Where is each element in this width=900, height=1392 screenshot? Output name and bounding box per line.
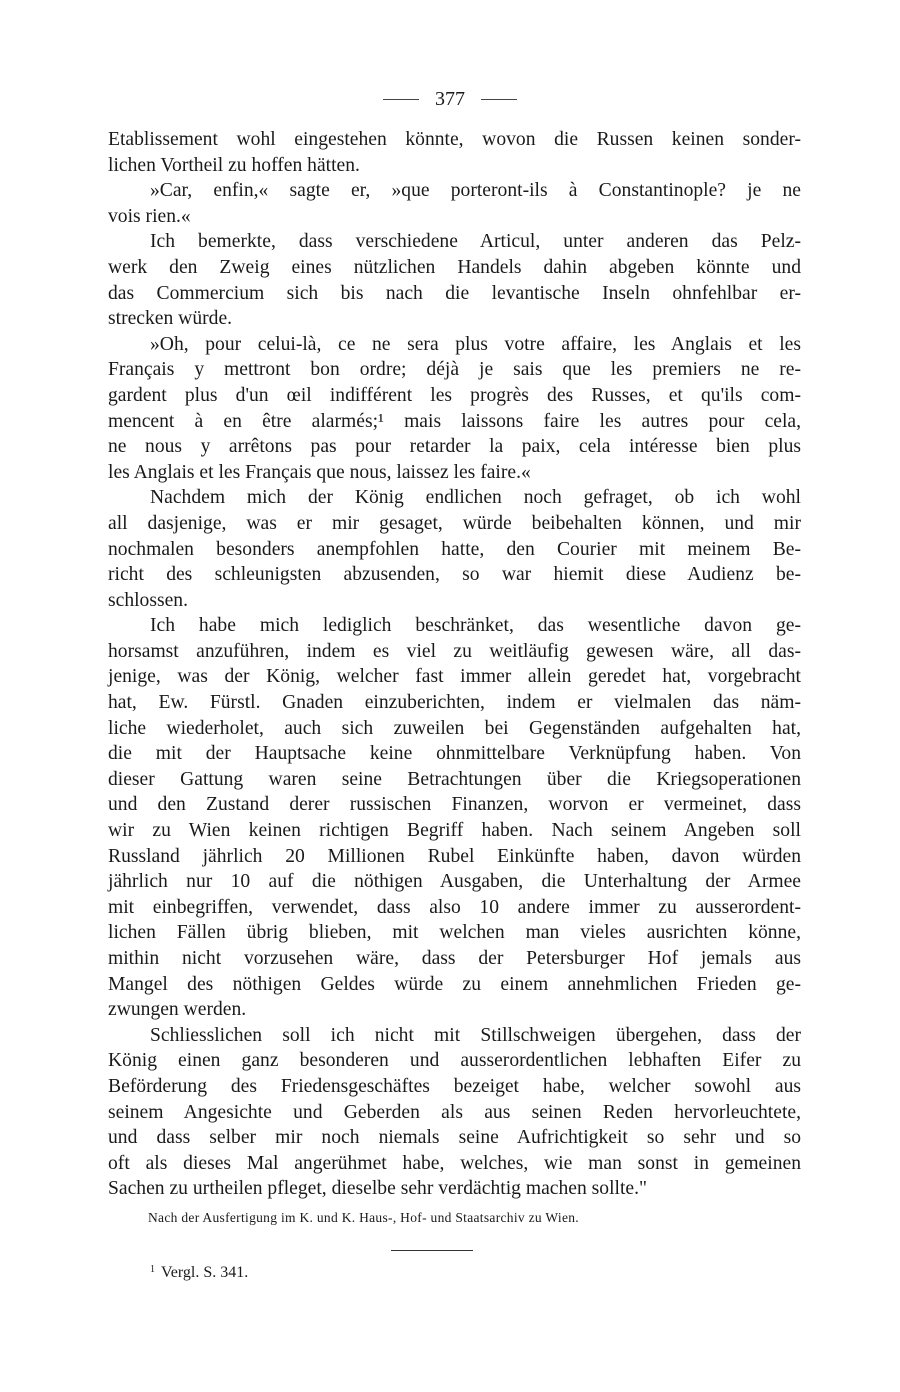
text-line: Beförderung des Friedensgeschäftes bezeiget habe, welcher sowohl aus <box>108 1075 801 1097</box>
header-rule-left <box>383 99 419 100</box>
paragraph <box>108 613 801 1023</box>
paragraph <box>108 485 801 613</box>
footnote <box>150 1264 248 1282</box>
text-line: jenige, was der König, welcher fast immer allein geredet hat, vorgebracht <box>108 666 801 688</box>
text-line: mit einbegriffen, verwendet, dass also 10 andere immer zu ausserordent- <box>108 896 801 918</box>
text-line: »Car, enfin,« sagte er, »que porteront-ils à Constantinople? je ne <box>150 180 801 202</box>
text-line: vois rien.« <box>108 205 191 227</box>
text-line: Ich habe mich lediglich beschränket, das wesentliche davon ge- <box>150 615 801 637</box>
footnote-text: Vergl. S. 341. <box>161 1264 249 1281</box>
text-line: die mit der Hauptsache keine ohnmittelbare Verknüpfung haben. Von <box>108 743 801 765</box>
text-line: hat, Ew. Fürstl. Gnaden einzuberichten, indem er vielmalen das näm- <box>108 692 801 714</box>
text-line: Etablissement wohl eingestehen könnte, wovon die Russen keinen sonder- <box>108 129 801 150</box>
text-line: gardent plus d'un œil indifférent les progrès des Russes, et qu'ils com- <box>108 384 801 406</box>
footnote-marker: 1 <box>150 1264 155 1275</box>
text-line: dieser Gattung waren seine Betrachtungen über die Kriegsoperationen <box>108 768 801 790</box>
source-note: Nach der Ausfertigung im K. und K. Haus-, Hof- und Staatsarchiv zu Wien. <box>148 1210 579 1225</box>
text-line: seinem Angesichte und Geberden als aus seinen Reden hervorleuchtete, <box>108 1101 801 1123</box>
text-line: oft als dieses Mal angerühmet habe, welches, wie man sonst in gemeinen <box>108 1152 801 1174</box>
text-line: schlossen. <box>108 589 189 611</box>
text-line: das Commercium sich bis nach die levantische Inseln ohnfehlbar er- <box>108 282 801 304</box>
text-line: liche wiederholet, auch sich zuweilen bei Gegenständen aufgehalten hat, <box>108 717 801 739</box>
text-line: zwungen werden. <box>108 999 247 1021</box>
body-text <box>108 127 801 1202</box>
paragraph <box>108 178 801 229</box>
text-line: all dasjenige, was er mir gesaget, würde beibehalten können, und mir <box>108 512 801 534</box>
header-rule-right <box>481 99 517 100</box>
text-line: »Oh, pour celui-là, ce ne sera plus votre affaire, les Anglais et les <box>150 333 801 355</box>
text-line: jährlich nur 10 auf die nöthigen Ausgaben, die Unterhaltung der Armee <box>108 871 801 893</box>
text-line: Mangel des nöthigen Geldes würde zu einem annehmlichen Frieden ge- <box>108 973 801 995</box>
text-line: und den Zustand derer russischen Finanzen, worvon er vermeinet, dass <box>108 794 801 816</box>
paragraph <box>108 332 801 486</box>
text-line: strecken würde. <box>108 308 233 330</box>
text-line: König einen ganz besonderen und ausserordentlichen lebhaften Eifer zu <box>108 1050 801 1072</box>
text-line: Français y mettront bon ordre; déjà je sais que les premiers ne re- <box>108 359 801 381</box>
text-line: lichen Vortheil zu hoffen hätten. <box>108 154 360 176</box>
text-line: Nachdem mich der König endlichen noch gefraget, ob ich wohl <box>150 487 801 509</box>
page-number: 377 <box>435 88 465 110</box>
text-line: Ich bemerkte, dass verschiedene Articul, unter anderen das Pelz- <box>150 231 801 253</box>
text-line: richt des schleunigsten abzusenden, so war hiemit diese Audienz be- <box>108 564 801 586</box>
paragraph <box>108 1023 801 1202</box>
text-line: ne nous y arrêtons pas pour retarder la paix, cela intéresse bien plus <box>108 436 801 458</box>
text-line: mithin nicht vorzusehen wäre, dass der Petersburger Hof jemals aus <box>108 948 801 969</box>
text-line: werk den Zweig eines nützlichen Handels dahin abgeben könnte und <box>108 256 801 278</box>
text-line: nochmalen besonders anempfohlen hatte, den Courier mit meinem Be- <box>108 538 801 560</box>
text-line: wir zu Wien keinen richtigen Begriff haben. Nach seinem Angeben soll <box>108 820 801 842</box>
text-line: lichen Fällen übrig blieben, mit welchen man vieles ausrichten könne, <box>108 922 801 944</box>
text-line: les Anglais et les Français que nous, laissez les faire.« <box>108 461 531 483</box>
text-line: Sachen zu urtheilen pfleget, dieselbe sehr verdächtig machen sollte." <box>108 1178 648 1200</box>
text-line: Schliesslichen soll ich nicht mit Stillschweigen übergehen, dass der <box>150 1024 801 1046</box>
paragraph <box>108 229 801 331</box>
text-line: mencent à en être alarmés;¹ mais laissons faire les autres pour cela, <box>108 410 801 432</box>
page-header <box>0 88 900 111</box>
paragraph <box>108 127 801 178</box>
text-line: und dass selber mir noch niemals seine Aufrichtigkeit so sehr und so <box>108 1127 801 1149</box>
text-line: Russland jährlich 20 Millionen Rubel Einkünfte haben, davon würden <box>108 845 801 867</box>
footnote-separator <box>391 1250 473 1251</box>
text-line: horsamst anzuführen, indem es viel zu weitläufig gewesen wäre, all das- <box>108 640 801 662</box>
